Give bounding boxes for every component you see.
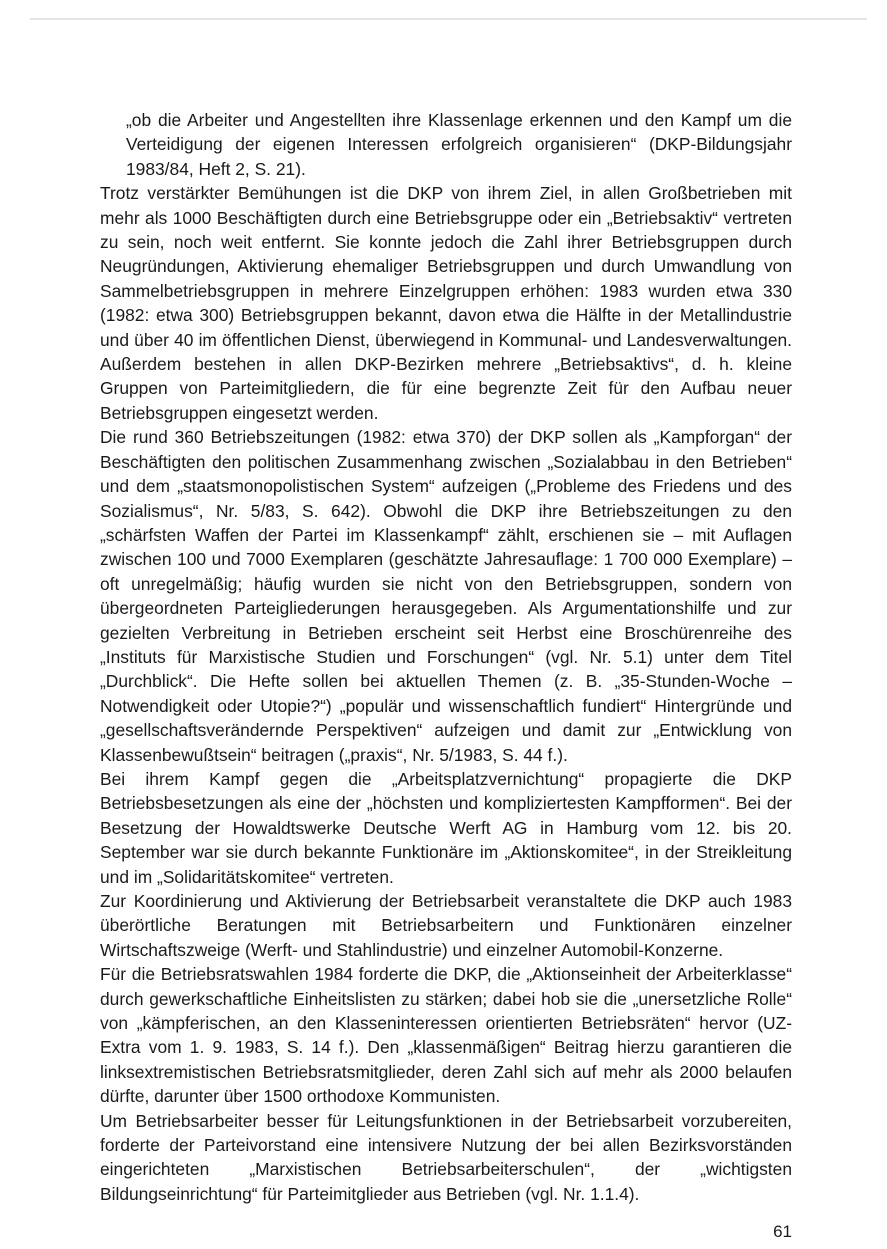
- paragraph-betriebszeitungen: Die rund 360 Betriebszeitungen (1982: etwa 370) der DKP sollen als „Kampforgan“ der Beschäftigten den politischen Zusammenhang zwischen „Sozialabbau in den Betrieben“ und dem „staatsmonopolistischen System“ aufzeigen („Probleme des Friedens und des Sozialismus“, Nr. 5/83, S. 642). Obwohl die DKP ihre Betriebszeitungen zu den „schärfsten Waffen der Partei im Klassenkampf“ zählt, erschienen sie – mit Auflagen zwischen 100 und 7000 Exemplaren (geschätzte Jahresauflage: 1 700 000 Exemplare) – oft unregelmäßig; häufig wurden sie nicht von den Betriebsgruppen, sondern von übergeordneten Parteigliederungen herausgegeben. Als Argumentationshilfe und zur gezielten Verbreitung in Betrieben erscheint seit Herbst eine Broschürenreihe des „Instituts für Marxistische Studien und Forschungen“ (vgl. Nr. 5.1) unter dem Titel „Durchblick“. Die Hefte sollen bei aktuellen Themen (z. B. „35-Stunden-Woche – Notwendigkeit oder Utopie?“) „populär und wissenschaftlich fundiert“ Hintergründe und „gesellschaftsverändernde Perspektiven“ aufzeigen und damit zur „Entwicklung von Klassenbewußtsein“ beitragen („praxis“, Nr. 5/1983, S. 44 f.).: [100, 427, 792, 765]
- quote-paragraph: „ob die Arbeiter und Angestellten ihre Klassenlage erkennen und den Kampf um die Verteidigung der eigenen Interessen erfolgreich organisieren“ (DKP-Bildungsjahr 1983/84, Heft 2, S. 21).: [126, 110, 792, 179]
- paragraph-betriebsarbeiterschulen: Um Betriebsarbeiter besser für Leitungsfunktionen in der Betriebsarbeit vorzubereiten, forderte der Parteivorstand eine intensivere Nutzung der bei allen Bezirksvorständen eingerichteten „Marxistischen Betriebsarbeiterschulen“, der „wichtigsten Bildungseinrichtung“ für Parteimitglieder aus Betrieben (vgl. Nr. 1.1.4).: [100, 1110, 792, 1204]
- paragraph-betriebsgruppen: Trotz verstärkter Bemühungen ist die DKP von ihrem Ziel, in allen Großbetrieben mit mehr als 1000 Beschäftigten durch eine Betriebsgruppe oder ein „Betriebsaktiv“ vertreten zu sein, noch weit entfernt. Sie konnte jedoch die Zahl ihrer Betriebsgruppen durch Neugründungen, Aktivierung ehemaliger Betriebsgruppen und durch Umwandlung von Sammelbetriebsgruppen in mehrere Einzelgruppen erhöhen: 1983 wurden etwa 330 (1982: etwa 300) Betriebsgruppen bekannt, davon etwa die Hälfte in der Metallindustrie und über 40 im öffentlichen Dienst, überwiegend in Kommunal- und Landesverwaltungen. Außerdem bestehen in allen DKP-Bezirken mehrere „Betriebsaktivs“, d. h. kleine Gruppen von Parteimitgliedern, die für eine begrenzte Zeit für den Aufbau neuer Betriebsgruppen eingesetzt werden.: [100, 183, 792, 423]
- top-rule: [30, 18, 867, 20]
- paragraph-betriebsbesetzungen: Bei ihrem Kampf gegen die „Arbeitsplatzvernichtung“ propagierte die DKP Betriebsbesetzungen als eine der „höchsten und kompliziertesten Kampfformen“. Bei der Besetzung der Howaldtswerke Deutsche Werft AG in Hamburg vom 12. bis 20. September war sie durch bekannte Funktionäre im „Aktionskomitee“, in der Streikleitung und im „Solidaritätskomitee“ vertreten.: [100, 768, 792, 887]
- paragraph-betriebsratswahlen: Für die Betriebsratswahlen 1984 forderte die DKP, die „Aktionseinheit der Arbeiterklasse“ durch gewerkschaftliche Einheitslisten zu stärken; dabei hob sie die „unersetzliche Rolle“ von „kämpferischen, an den Klasseninteressen orientierten Betriebsräten“ hervor (UZ-Extra vom 1. 9. 1983, S. 14 f.). Den „klassenmäßigen“ Beitrag hierzu garantieren die linksextremistischen Betriebsratsmitglieder, deren Zahl sich auf mehr als 2000 belaufen dürfte, darunter über 1500 orthodoxe Kommunisten.: [100, 964, 792, 1107]
- document-body: [100, 108, 792, 1206]
- page-number: 61: [773, 1222, 792, 1241]
- paragraph-koordinierung: Zur Koordinierung und Aktivierung der Betriebsarbeit veranstaltete die DKP auch 1983 überörtliche Beratungen mit Betriebsarbeitern und Funktionären einzelner Wirtschaftszweige (Werft- und Stahlindustrie) und einzelner Automobil-Konzerne.: [100, 891, 792, 960]
